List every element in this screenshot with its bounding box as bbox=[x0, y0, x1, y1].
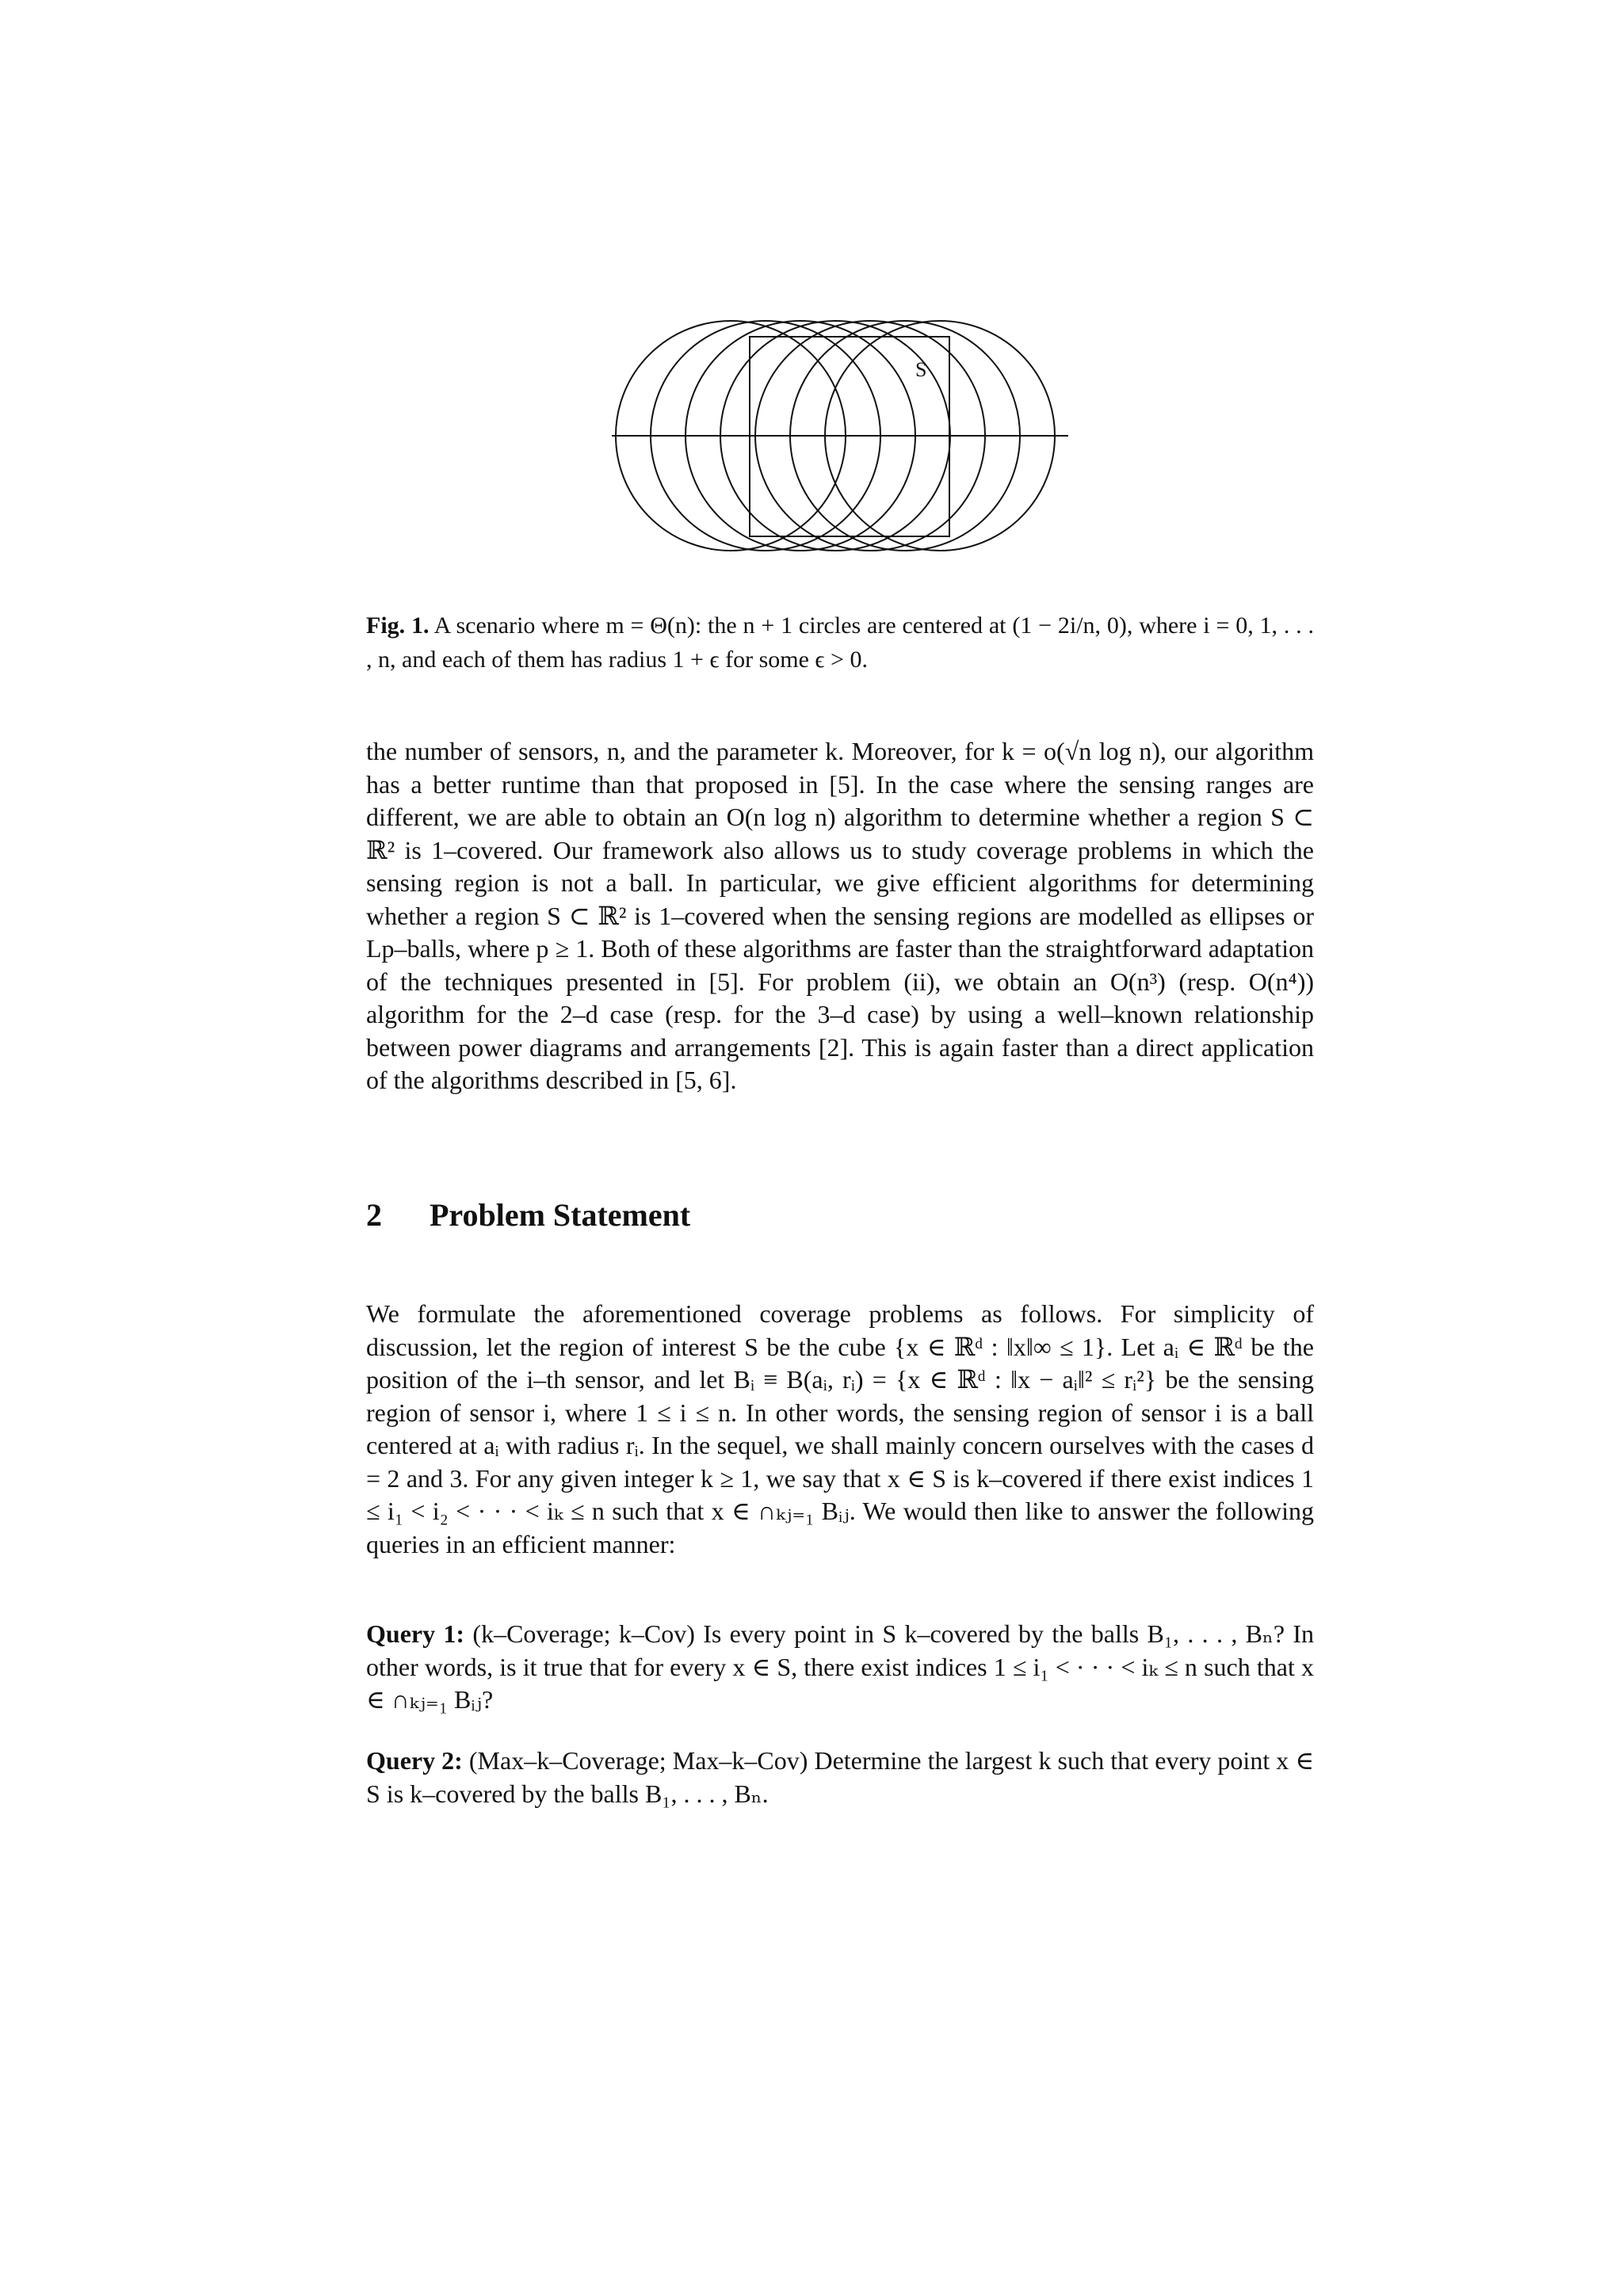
paragraph-text: the number of sensors, n, and the parameter k. Moreover, for k = o(√n log n), our algorithm has a better runtime than that proposed in [5]. In the case where the sensing ranges are different, we are able to obtain an O(n log n) algorithm to determine whether a region S ⊂ ℝ² is 1–covered. Our framework also allows us to study coverage problems in which the sensing region is not a ball. In particular, we give efficient algorithms for determining whether a region S ⊂ ℝ² is 1–covered when the sensing regions are modelled as ellipses or Lp–balls, where p ≥ 1. Both of these algorithms are faster than the straightforward adaptation of the techniques presented in [5]. For problem (ii), we obtain an O(n³) (resp. O(n⁴)) algorithm for the 2–d case (resp. for the 3–d case) by using a well–known relationship between power diagrams and arrangements [2]. This is again faster than a direct application of the algorithms described in [5, 6]. bbox=[366, 737, 1314, 1094]
caption-text: A scenario where m = Θ(n): the n + 1 circles are centered at (1 − 2i/n, 0), where i = 0, 1, . . . , n, and each of them has radius 1 + ϵ for some ϵ > 0. bbox=[366, 612, 1314, 673]
query-2-text: (Max–k–Coverage; Max–k–Cov) Determine the largest k such that every point x ∈ S is k–covered by the balls B₁, . . . , Bₙ. bbox=[366, 1746, 1315, 1808]
query-2-label: Query 2: bbox=[366, 1746, 463, 1775]
query-1-label: Query 1: bbox=[366, 1619, 465, 1648]
paragraph-problem-statement bbox=[366, 1298, 1314, 1561]
section-title: Problem Statement bbox=[430, 1197, 691, 1233]
query-2 bbox=[366, 1745, 1314, 1810]
query-1-text: (k–Coverage; k–Cov) Is every point in S k–covered by the balls B₁, . . . , Bₙ? In other words, is it true that for every x ∈ S, there exist indices 1 ≤ i₁ < · · · < iₖ ≤ n such that x ∈ ∩ₖⱼ₌₁ Bᵢⱼ? bbox=[366, 1619, 1315, 1714]
paragraph-text: We formulate the aforementioned coverage problems as follows. For simplicity of discussion, let the region of interest S be the cube {x ∈ ℝᵈ : ‖x‖∞ ≤ 1}. Let aᵢ ∈ ℝᵈ be the position of the i–th sensor, and let Bᵢ ≡ B(aᵢ, rᵢ) = {x ∈ ℝᵈ : ‖x − aᵢ‖² ≤ rᵢ²} be the sensing region of sensor i, where 1 ≤ i ≤ n. In other words, the sensing region of sensor i is a ball centered at aᵢ with radius rᵢ. In the sequel, we shall mainly concern ourselves with the cases d = 2 and 3. For any given integer k ≥ 1, we say that x ∈ S is k–covered if there exist indices 1 ≤ i₁ < i₂ < · · · < iₖ ≤ n such that x ∈ ∩ₖⱼ₌₁ Bᵢⱼ. We would then like to answer the following queries in an efficient manner: bbox=[366, 1299, 1314, 1558]
section-heading bbox=[366, 1196, 690, 1234]
figure-circles bbox=[602, 313, 1078, 566]
region-label: S bbox=[915, 358, 927, 381]
caption-label: Fig. 1. bbox=[366, 612, 430, 639]
circles-diagram bbox=[602, 313, 1078, 566]
query-1 bbox=[366, 1618, 1314, 1717]
figure-caption bbox=[366, 608, 1314, 677]
section-number: 2 bbox=[366, 1197, 382, 1233]
paragraph-intro-continued bbox=[366, 735, 1314, 1097]
